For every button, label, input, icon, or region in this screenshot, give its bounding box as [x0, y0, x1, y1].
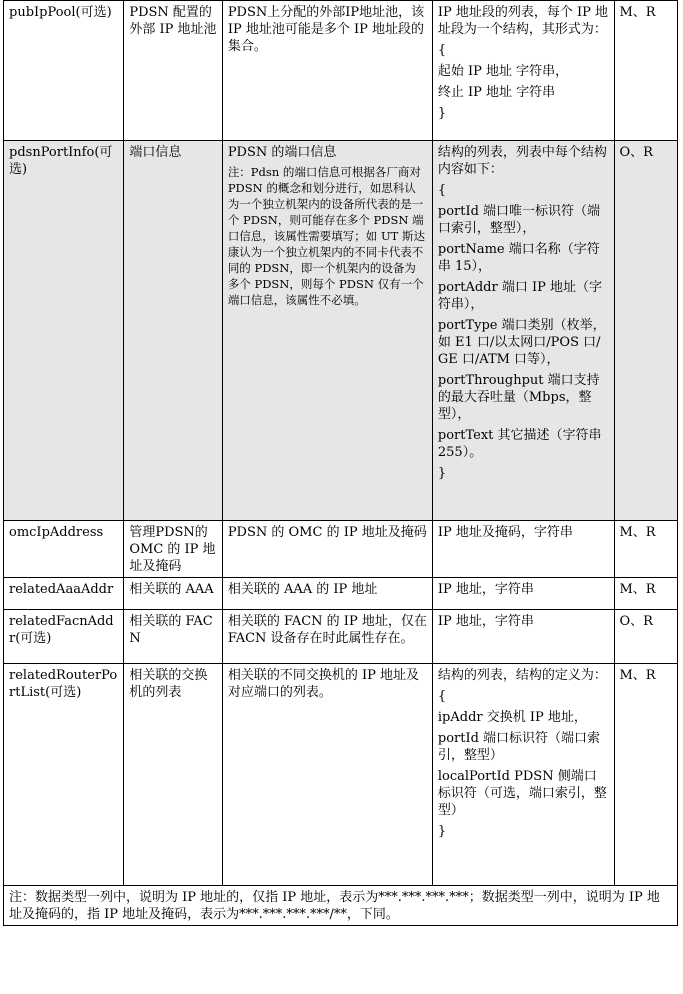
- type-line: }: [437, 824, 447, 839]
- attr-label-cell: 端口信息: [124, 141, 222, 521]
- attr-label-cell: PDSN 配置的外部 IP 地址池: [124, 1, 222, 141]
- attr-name-cell: relatedAaaAddr: [4, 578, 124, 610]
- attr-flag-cell: O、R: [614, 610, 678, 664]
- attr-desc-cell: 相关联的 AAA 的 IP 地址: [222, 578, 432, 610]
- attr-type-cell: [432, 521, 614, 578]
- attr-desc-note: 注：Pdsn 的端口信息可根据各厂商对 PDSN 的概念和划分进行，如思科认为一个独立机架内的设备所代表的是一个 PDSN，则可能存在多个 PDSN 端口信息，该属性需要填写；如 UT 斯达康认为一个独立机架内的不同卡代表不同的 PDSN，即一个机架内的设备为多个 PDSN，则每个 PDSN 仅有一个端口信息，该属性不必填。: [227, 165, 425, 307]
- attr-flag-cell: M、R: [614, 1, 678, 141]
- attr-label-cell: 相关联的交换机的列表: [124, 664, 222, 886]
- type-line: ipAddr 交换机 IP 地址，: [437, 710, 587, 725]
- attr-name-cell: pubIpPool(可选): [4, 1, 124, 141]
- attr-flag-cell: M、R: [614, 521, 678, 578]
- table-row: [4, 578, 678, 610]
- attr-desc-cell: 相关联的不同交换机的 IP 地址及对应端口的列表。: [222, 664, 432, 886]
- attr-type-cell: [432, 610, 614, 664]
- attr-desc-text: PDSN 的端口信息: [227, 145, 337, 160]
- type-line: {: [437, 689, 447, 704]
- type-line: IP 地址段的列表，每个 IP 地址段为一个结构，其形式为：: [437, 5, 609, 37]
- type-line: IP 地址，字符串: [437, 582, 534, 597]
- attr-label-cell: 相关联的 AAA: [124, 578, 222, 610]
- attr-type-cell: [432, 1, 614, 141]
- attr-name-cell: pdsnPortInfo(可选): [4, 141, 124, 521]
- type-line: portThroughput 端口支持的最大吞吐量（Mbps，整型），: [437, 373, 600, 422]
- type-line: portName 端口名称（字符串 15），: [437, 242, 600, 274]
- type-line: localPortId PDSN 侧端口标识符（可选，端口索引，整型）: [437, 769, 607, 818]
- type-line: IP 地址，字符串: [437, 614, 534, 629]
- type-line: portAddr 端口 IP 地址（字符串），: [437, 280, 602, 312]
- type-line: {: [437, 43, 447, 58]
- attr-name-cell: relatedRouterPortList(可选): [4, 664, 124, 886]
- attr-name-cell: omcIpAddress: [4, 521, 124, 578]
- attr-type-cell: [432, 141, 614, 521]
- type-line: 结构的列表，结构的定义为：: [437, 668, 607, 683]
- table-row: [4, 664, 678, 886]
- footnote-row: [4, 886, 678, 926]
- type-line: portType 端口类别（枚举，如 E1 口/以太网口/POS 口/GE 口/ATM 口等），: [437, 318, 606, 367]
- type-line: portText 其它描述（字符串 255）。: [437, 428, 602, 460]
- attr-flag-cell: O、R: [614, 141, 678, 521]
- attr-type-cell: [432, 664, 614, 886]
- attr-label-cell: 管理PDSN的OMC 的 IP 地址及掩码: [124, 521, 222, 578]
- type-line: 起始 IP 地址 字符串，: [437, 64, 569, 79]
- table-footnote: 注：数据类型一列中，说明为 IP 地址的，仅指 IP 地址，表示为***.***.***.***；数据类型一列中，说明为 IP 地址及掩码的，指 IP 地址及掩码，表示为***.***.***.***/**，下同。: [4, 886, 678, 926]
- type-line: IP 地址及掩码，字符串: [437, 525, 573, 540]
- table-row: [4, 1, 678, 141]
- attr-flag-cell: M、R: [614, 664, 678, 886]
- type-line: portId 端口标识符（端口索引，整型）: [437, 731, 601, 763]
- attr-desc-cell: 相关联的 FACN 的 IP 地址，仅在 FACN 设备存在时此属性存在。: [222, 610, 432, 664]
- attr-flag-cell: M、R: [614, 578, 678, 610]
- table-row: [4, 610, 678, 664]
- attr-type-cell: [432, 578, 614, 610]
- attribute-table: [3, 0, 678, 926]
- attr-desc-cell: PDSN 的 OMC 的 IP 地址及掩码: [222, 521, 432, 578]
- attr-name-cell: relatedFacnAddr(可选): [4, 610, 124, 664]
- type-line: }: [437, 106, 447, 121]
- type-line: {: [437, 183, 447, 198]
- type-line: portId 端口唯一标识符（端口索引，整型），: [437, 204, 601, 236]
- type-line: 结构的列表，列表中每个结构内容如下：: [437, 145, 607, 177]
- attr-label-cell: 相关联的 FACN: [124, 610, 222, 664]
- attr-desc-cell: [222, 141, 432, 521]
- type-line: }: [437, 466, 447, 481]
- attr-desc-cell: PDSN上分配的外部IP地址池，该 IP 地址池可能是多个 IP 地址段的集合。: [222, 1, 432, 141]
- table-row: [4, 141, 678, 521]
- table-row: [4, 521, 678, 578]
- type-line: 终止 IP 地址 字符串: [437, 85, 556, 100]
